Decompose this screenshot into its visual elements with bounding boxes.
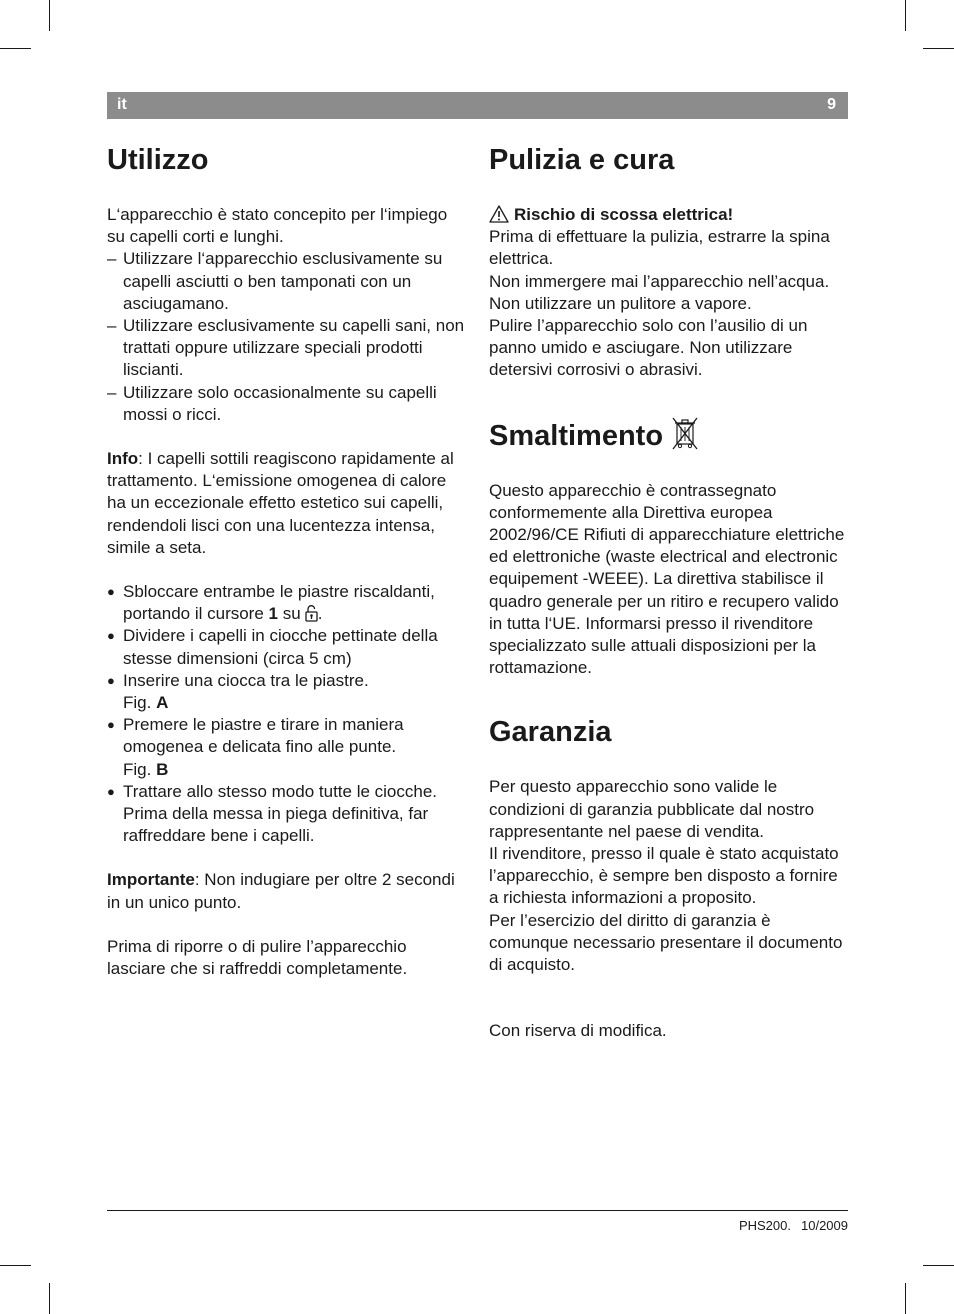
warranty-text: Il rivenditore, presso il quale è stato acquistato l’apparecchio, è sempre ben disposto a fornire a richiesta informazioni a proposito. bbox=[489, 844, 839, 908]
usage-condition: – Utilizzare solo occasionalmente su capelli mossi o ricci. bbox=[107, 382, 467, 426]
section-title-smaltimento: Smaltimento bbox=[489, 415, 851, 456]
crop-mark bbox=[0, 1265, 31, 1266]
page-header bbox=[107, 92, 848, 119]
crop-mark bbox=[923, 1265, 954, 1266]
model-number: PHS200. bbox=[738, 1218, 791, 1233]
right-column bbox=[489, 140, 851, 1042]
warranty-text: Per l’esercizio del diritto di garanzia è comunque necessario presentare il documento di acquisto. bbox=[489, 910, 843, 975]
figure-ref: B bbox=[156, 759, 169, 779]
page-number: 9 bbox=[827, 96, 836, 113]
disposal-text: Questo apparecchio è contrassegnato conformemente alla Direttiva europea 2002/96/CE Rifiuti di apparecchiature elettriche ed elettroniche (waste electrical and electronic equipement -WEEE). La direttiva stabilisce il quadro generale per un ritiro e recupero valido in tutta l‘UE. Informarsi presso il rivenditore specializzato sulle attuali disposizioni per la rottamazione. bbox=[489, 480, 845, 678]
cleaning-instruction: Non immergere mai l’apparecchio nell’acqua. bbox=[489, 271, 830, 291]
crop-mark bbox=[923, 48, 954, 49]
important-label: Importante bbox=[107, 870, 195, 890]
instruction-step: ● Inserire una ciocca tra le piastre. Fig. A bbox=[107, 670, 467, 714]
important-text: : Non indugiare per oltre 2 secondi in un unico punto. bbox=[107, 870, 455, 912]
cleaning-instruction: Prima di effettuare la pulizia, estrarre la spina elettrica. bbox=[489, 227, 830, 269]
crop-mark bbox=[905, 1283, 906, 1314]
language-code: it bbox=[117, 96, 127, 113]
modification-note: Con riserva di modifica. bbox=[489, 1021, 667, 1041]
left-column bbox=[107, 140, 467, 980]
edition-date: 10/2009 bbox=[801, 1218, 848, 1233]
footer-divider bbox=[107, 1210, 848, 1211]
info-text: : I capelli sottili reagiscono rapidamente al trattamento. L‘emissione omogenea di calore ha un eccezionale effetto estetico sui capelli, rendendoli lisci con una lucentezza intensa, simile a seta. bbox=[107, 449, 454, 557]
crop-mark bbox=[49, 1283, 50, 1314]
warning-line bbox=[489, 204, 851, 226]
warning-triangle-icon bbox=[489, 205, 509, 223]
figure-ref: A bbox=[156, 693, 169, 713]
crop-mark bbox=[0, 48, 31, 49]
section-title-utilizzo: Utilizzo bbox=[107, 144, 209, 176]
crossed-bin-icon bbox=[671, 415, 699, 451]
warranty-text: Per questo apparecchio sono valide le condizioni di garanzia pubblicate dal nostro rappresentante nel paese di vendita. bbox=[489, 777, 815, 841]
instruction-step: ● Trattare allo stesso modo tutte le ciocche. Prima della messa in piega definitiva, far raffreddare bene i capelli. bbox=[107, 781, 467, 848]
footer bbox=[739, 1218, 848, 1233]
crop-mark bbox=[905, 0, 906, 31]
info-label: Info bbox=[107, 449, 139, 469]
warning-text: Rischio di scossa elettrica! bbox=[514, 205, 734, 224]
important-paragraph bbox=[107, 869, 467, 913]
cleaning-instruction: Non utilizzare un pulitore a vapore. bbox=[489, 293, 752, 313]
crop-mark bbox=[49, 0, 50, 31]
instruction-step: ● Sbloccare entrambe le piastre riscaldanti, portando il cursore 1 su . bbox=[107, 581, 467, 625]
instruction-step: ● Dividere i capelli in ciocche pettinate della stesse dimensioni (circa 5 cm) bbox=[107, 625, 467, 669]
unlock-icon bbox=[305, 604, 318, 622]
usage-intro: L‘apparecchio è stato concepito per l‘impiego su capelli corti e lunghi. bbox=[107, 205, 448, 247]
instruction-step: ● Premere le piastre e tirare in maniera omogenea e delicata fino alle punte. Fig. B bbox=[107, 714, 467, 781]
usage-condition: – Utilizzare l‘apparecchio esclusivamente su capelli asciutti o ben tamponati con un asciugamano. bbox=[107, 248, 467, 315]
closing-paragraph: Prima di riporre o di pulire l’apparecchio lasciare che si raffreddi completamente. bbox=[107, 936, 408, 979]
section-title-pulizia: Pulizia e cura bbox=[489, 144, 675, 176]
section-title-garanzia: Garanzia bbox=[489, 716, 612, 749]
usage-condition: – Utilizzare esclusivamente su capelli sani, non trattati oppure utilizzare speciali prodotti liscianti. bbox=[107, 315, 467, 382]
info-paragraph bbox=[107, 448, 467, 559]
slider-number: 1 bbox=[268, 604, 278, 624]
cleaning-instruction: Pulire l’apparecchio solo con l’ausilio di un panno umido e asciugare. Non utilizzare detersivi corrosivi o abrasivi. bbox=[489, 316, 808, 380]
